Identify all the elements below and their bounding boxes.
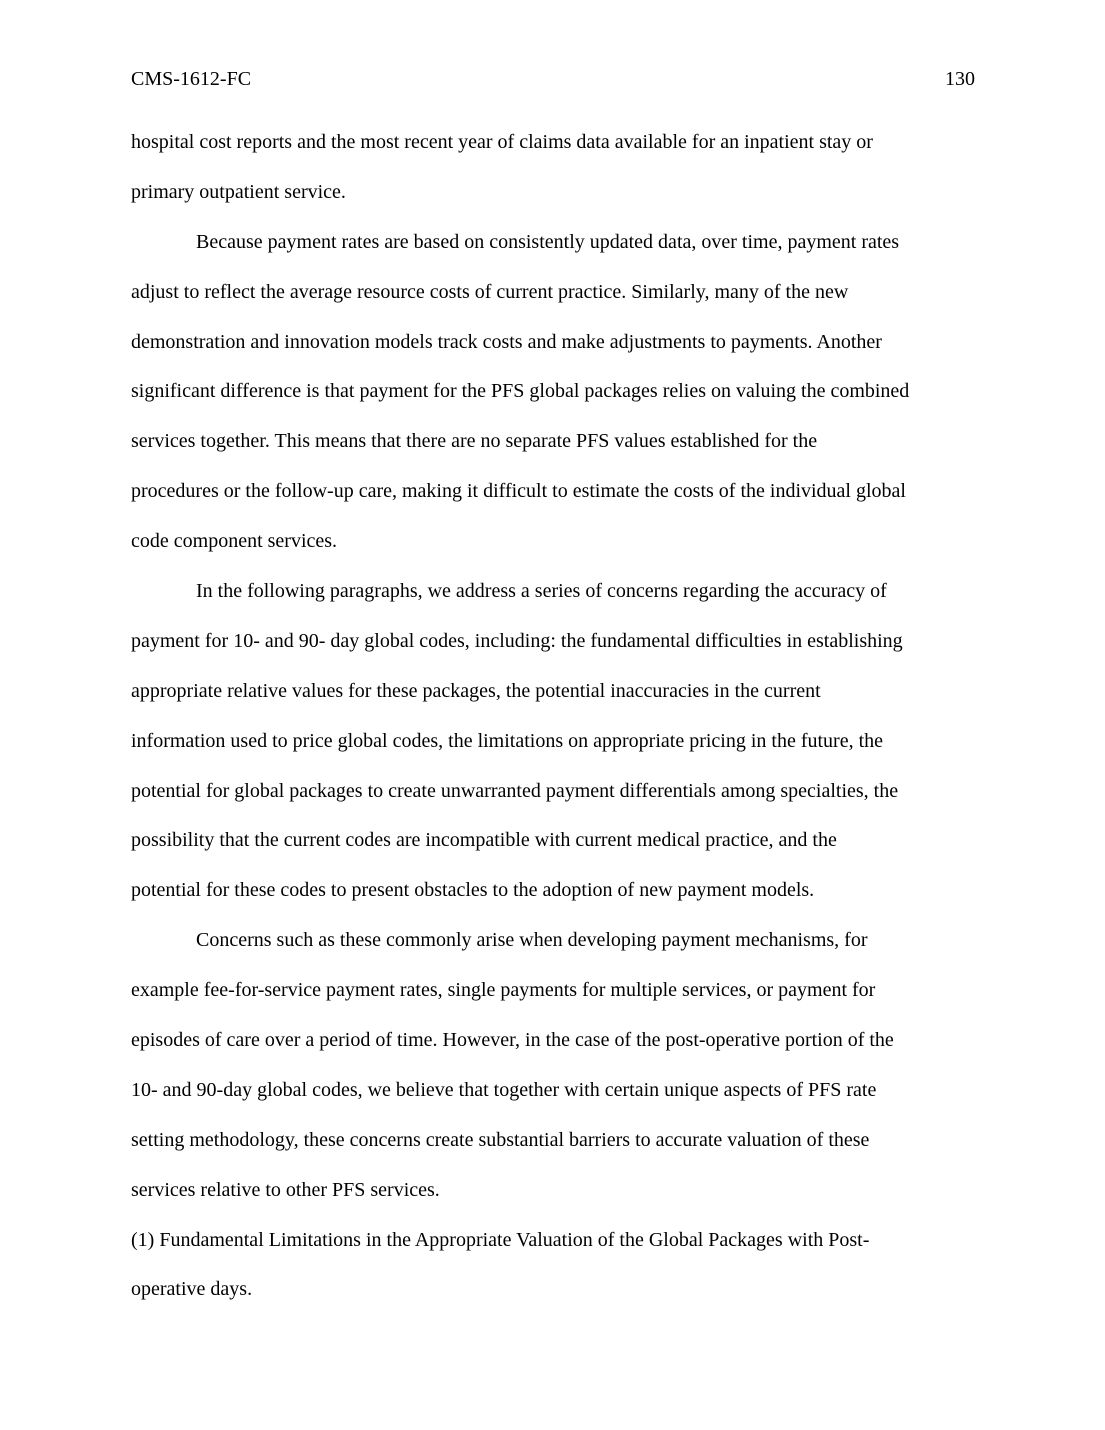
text-line: example fee-for-service payment rates, single payments for multiple services, or payment for [131, 979, 876, 1002]
text-line: services together. This means that there are no separate PFS values established for the [131, 430, 818, 453]
text-line: hospital cost reports and the most recent year of claims data available for an inpatient stay or [131, 131, 873, 153]
text-line: adjust to reflect the average resource costs of current practice. Similarly, many of the new [131, 280, 849, 303]
page-number: 130 [945, 68, 975, 90]
text-line: episodes of care over a period of time. However, in the case of the post-operative portion of the [131, 1029, 894, 1052]
text-line: appropriate relative values for these packages, the potential inaccuracies in the current [131, 679, 821, 702]
page-header [131, 66, 975, 92]
text-line: possibility that the current codes are incompatible with current medical practice, and the [131, 829, 837, 852]
text-line: payment for 10- and 90- day global codes, including: the fundamental difficulties in establishing [131, 629, 903, 652]
text-line: information used to price global codes, the limitations on appropriate pricing in the future, the [131, 729, 884, 752]
text-line: potential for global packages to create unwarranted payment differentials among specialties, the [131, 779, 899, 802]
text-line: code component services. [131, 530, 338, 553]
section-heading-line: (1) Fundamental Limitations in the Appropriate Valuation of the Global Packages with Post- [131, 1228, 870, 1251]
body-text [131, 118, 981, 1315]
text-line: 10- and 90-day global codes, we believe that together with certain unique aspects of PFS rate [131, 1078, 877, 1101]
paragraph-start-line: In the following paragraphs, we address a series of concerns regarding the accuracy of [196, 580, 887, 603]
text-line: demonstration and innovation models track costs and make adjustments to payments. Another [131, 330, 882, 353]
text-line: procedures or the follow-up care, making it difficult to estimate the costs of the individual global [131, 480, 906, 503]
document-id: CMS-1612-FC [131, 68, 252, 90]
paragraph-start-line: Concerns such as these commonly arise when developing payment mechanisms, for [196, 929, 868, 952]
text-line: primary outpatient service. [131, 180, 346, 203]
text-line: significant difference is that payment for the PFS global packages relies on valuing the combined [131, 380, 910, 403]
text-line: setting methodology, these concerns create substantial barriers to accurate valuation of these [131, 1128, 870, 1151]
paragraph-start-line: Because payment rates are based on consistently updated data, over time, payment rates [196, 230, 900, 253]
section-heading-line: operative days. [131, 1278, 253, 1301]
text-line: services relative to other PFS services. [131, 1178, 440, 1201]
text-line: potential for these codes to present obstacles to the adoption of new payment models. [131, 879, 815, 902]
